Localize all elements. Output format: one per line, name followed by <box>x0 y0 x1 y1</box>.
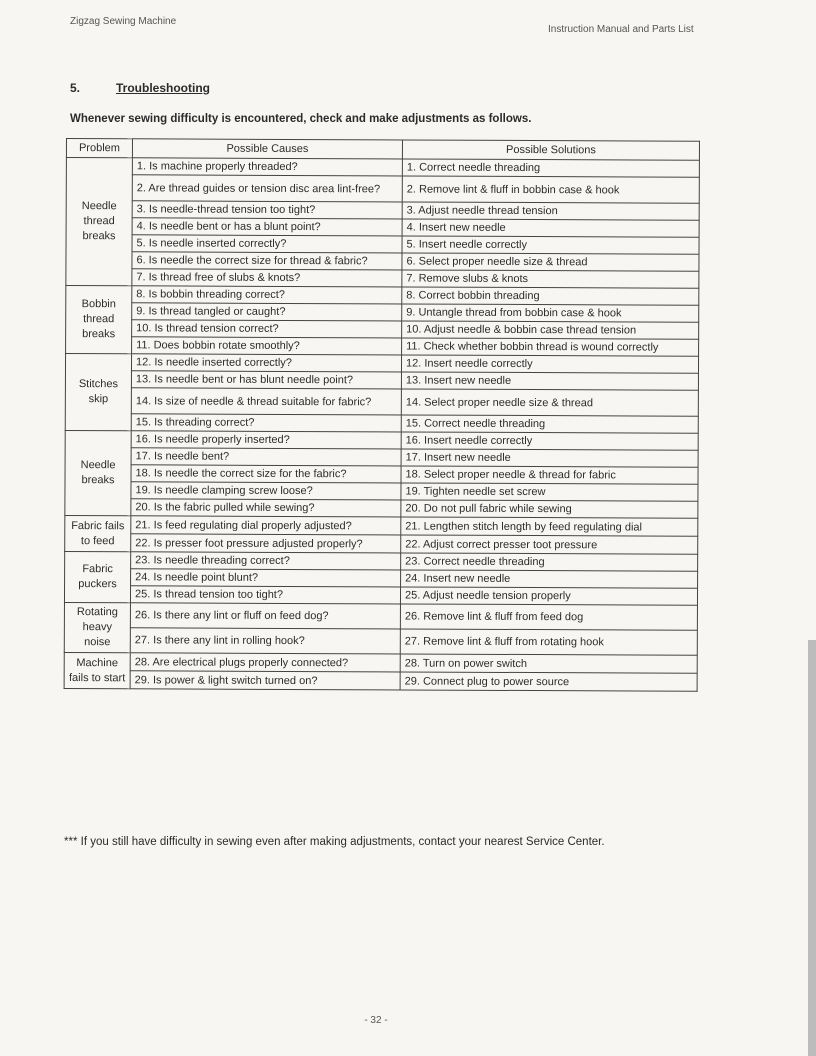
problem-cell: Stitches skip <box>65 354 131 431</box>
problem-cell: Needle thread breaks <box>66 158 133 286</box>
solution-cell: 18. Select proper needle & thread for fabric <box>401 466 698 484</box>
cause-cell: 14. Is size of needle & thread suitable for fabric? <box>131 388 401 415</box>
cause-cell: 10. Is thread tension correct? <box>132 320 402 338</box>
cause-cell: 25. Is thread tension too tight? <box>130 586 400 604</box>
cause-cell: 7. Is thread free of slubs & knots? <box>132 269 402 287</box>
cause-cell: 6. Is needle the correct size for thread & fabric? <box>132 252 402 270</box>
solution-cell: 14. Select proper needle size & thread <box>401 389 698 416</box>
problem-cell: Rotating heavy noise <box>64 602 130 652</box>
cause-cell: 15. Is threading correct? <box>131 414 401 432</box>
header-left: Zigzag Sewing Machine <box>70 16 177 27</box>
cause-cell: 3. Is needle-thread tension too tight? <box>132 201 402 219</box>
solution-cell: 25. Adjust needle tension properly <box>400 587 697 605</box>
solution-cell: 26. Remove lint & fluff from feed dog <box>400 604 697 630</box>
solution-cell: 15. Correct needle threading <box>401 415 698 433</box>
problem-cell: Bobbin thread breaks <box>66 286 132 354</box>
problem-cell: Needle breaks <box>65 430 131 515</box>
cause-cell: 11. Does bobbin rotate smoothly? <box>132 337 402 355</box>
solution-cell: 11. Check whether bobbin thread is wound correctly <box>402 338 699 356</box>
solution-cell: 24. Insert new needle <box>401 570 698 588</box>
solution-cell: 22. Adjust correct presser toot pressure <box>401 535 698 554</box>
solution-cell: 20. Do not pull fabric while sewing <box>401 500 698 518</box>
section-number: 5. <box>70 81 81 95</box>
cause-cell: 21. Is feed regulating dial properly adjusted? <box>131 516 401 535</box>
cause-cell: 29. Is power & light switch turned on? <box>130 671 400 690</box>
problem-cell: Fabric fails to feed <box>65 515 131 551</box>
cause-cell: 16. Is needle properly inserted? <box>131 431 401 449</box>
table-row <box>64 670 697 691</box>
solution-cell: 10. Adjust needle & bobbin case thread tension <box>402 321 699 339</box>
problem-header: Problem <box>66 139 132 158</box>
solution-cell: 21. Lengthen stitch length by feed regulating dial <box>401 517 698 536</box>
causes-header: Possible Causes <box>132 139 402 159</box>
table-row <box>66 175 699 204</box>
cause-cell: 4. Is needle bent or has a blunt point? <box>132 218 402 236</box>
solution-cell: 12. Insert needle correctly <box>401 355 698 373</box>
problem-cell: Machine fails to start <box>64 652 130 688</box>
solution-cell: 3. Adjust needle thread tension <box>402 202 699 220</box>
section-heading <box>70 81 210 95</box>
cause-cell: 22. Is presser foot pressure adjusted properly? <box>131 534 401 553</box>
scan-edge <box>808 640 816 1056</box>
solution-cell: 27. Remove lint & fluff from rotating hook <box>400 629 697 655</box>
page-number: - 32 - <box>364 1015 388 1026</box>
solution-cell: 29. Connect plug to power source <box>400 672 697 691</box>
cause-cell: 12. Is needle inserted correctly? <box>131 354 401 372</box>
solution-cell: 19. Tighten needle set screw <box>401 483 698 501</box>
solution-cell: 2. Remove lint & fluff in bobbin case & hook <box>402 176 699 203</box>
solution-cell: 16. Insert needle correctly <box>401 432 698 450</box>
footnote: *** If you still have difficulty in sewing even after making adjustments, contact your nearest Service Center. <box>64 836 605 848</box>
cause-cell: 24. Is needle point blunt? <box>131 569 401 587</box>
table-row <box>64 627 697 655</box>
solution-cell: 13. Insert new needle <box>401 372 698 390</box>
problem-cell: Fabric puckers <box>64 551 130 602</box>
header-right: Instruction Manual and Parts List <box>548 24 694 35</box>
solutions-header: Possible Solutions <box>402 140 699 160</box>
cause-cell: 18. Is needle the correct size for the fabric? <box>131 465 401 483</box>
solution-cell: 6. Select proper needle size & thread <box>402 253 699 271</box>
cause-cell: 19. Is needle clamping screw loose? <box>131 482 401 500</box>
cause-cell: 5. Is needle inserted correctly? <box>132 235 402 253</box>
solution-cell: 9. Untangle thread from bobbin case & hook <box>402 304 699 322</box>
intro-text: Whenever sewing difficulty is encountered, check and make adjustments as follows. <box>70 113 532 125</box>
solution-cell: 28. Turn on power switch <box>400 654 697 673</box>
cause-cell: 28. Are electrical plugs properly connected? <box>130 653 400 672</box>
cause-cell: 17. Is needle bent? <box>131 448 401 466</box>
cause-cell: 1. Is machine properly threaded? <box>132 158 402 176</box>
cause-cell: 8. Is bobbin threading correct? <box>132 286 402 304</box>
solution-cell: 7. Remove slubs & knots <box>402 270 699 288</box>
cause-cell: 13. Is needle bent or has blunt needle point? <box>131 371 401 389</box>
cause-cell: 2. Are thread guides or tension disc area lint-free? <box>132 175 402 202</box>
cause-cell: 23. Is needle threading correct? <box>131 552 401 570</box>
table-row <box>64 602 697 630</box>
solution-cell: 23. Correct needle threading <box>401 553 698 571</box>
solution-cell: 8. Correct bobbin threading <box>402 287 699 305</box>
solution-cell: 4. Insert new needle <box>402 219 699 237</box>
troubleshooting-table <box>64 138 700 692</box>
cause-cell: 26. Is there any lint or fluff on feed dog? <box>130 603 400 629</box>
cause-cell: 9. Is thread tangled or caught? <box>132 303 402 321</box>
cause-cell: 27. Is there any lint in rolling hook? <box>130 628 400 654</box>
solution-cell: 17. Insert new needle <box>401 449 698 467</box>
solution-cell: 5. Insert needle correctly <box>402 236 699 254</box>
solution-cell: 1. Correct needle threading <box>402 159 699 177</box>
table-row <box>65 387 698 416</box>
cause-cell: 20. Is the fabric pulled while sewing? <box>131 499 401 517</box>
section-title: Troubleshooting <box>116 81 210 95</box>
table-body <box>64 158 699 692</box>
